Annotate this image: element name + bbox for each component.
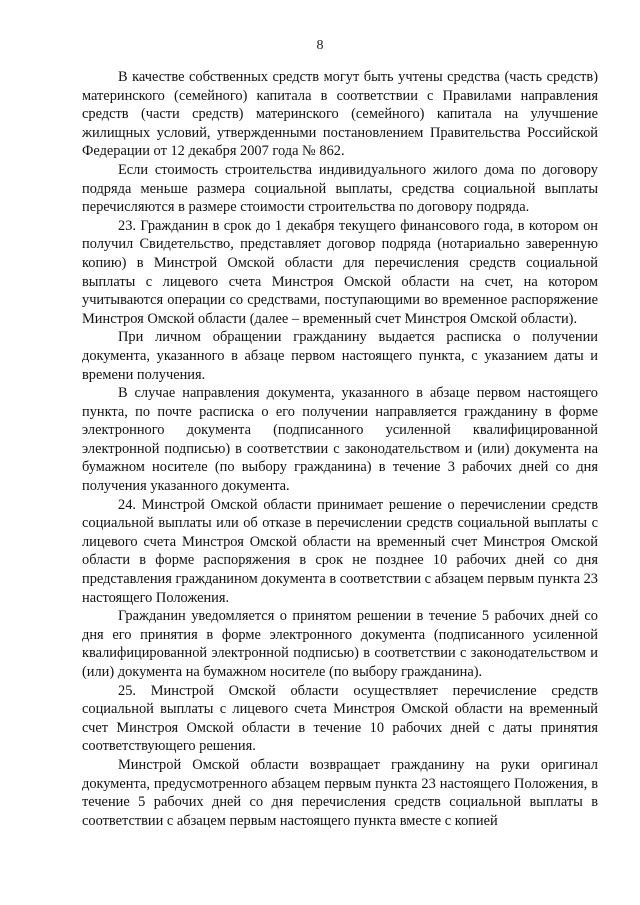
paragraph-maternity-capital: В качестве собственных средств могут быть учтены средства (часть средств) материнского (семейного) капитала в соответствии с Правилами направления средств (части средств) материнского (семейного) капитала на улучшение жилищных условий, утвержденными постановлением Правительства Российской Федерации от 12 декабря 2007 года № 862. — [82, 69, 598, 160]
paragraph-original-return: Минстрой Омской области возвращает гражданину на руки оригинал документа, предусмотренного абзацем первым пункта 23 настоящего Положения, в течение 5 рабочих дней со дня перечисления средств социальной выплаты в соответствии с абзацем первым настоящего пункта вместе с копией — [82, 756, 598, 829]
paragraph-item-23: 23. Гражданин в срок до 1 декабря текущего финансового года, в котором он получил Свидетельство, представляет договор подряда (нотариально заверенную копию) в Минстрой Омской области для перечисления средств социальной выплаты с лицевого счета Минстроя Омской области на счет, на котором учитываются операции со средствами, поступающими во временное распоряжение Минстроя Омской области (далее – временный счет Минстроя Омской области). — [82, 217, 598, 327]
paragraph-personal-receipt: При личном обращении гражданину выдается расписка о получении документа, указанного в абзаце первом настоящего пункта, с указанием даты и времени получения. — [82, 329, 598, 383]
paragraph-item-25: 25. Минстрой Омской области осуществляет перечисление средств социальной выплаты с лицевого счета Минстроя Омской области на временный счет Минстроя Омской области в течение 10 рабочих дней с даты принятия соответствующего решения. — [82, 682, 598, 755]
paragraph-construction-cost: Если стоимость строительства индивидуального жилого дома по договору подряда меньше размера социальной выплаты, средства социальной выплаты перечисляются в размере стоимости строительства по договору подряда. — [82, 161, 598, 216]
document-body — [82, 68, 598, 830]
page-number: 8 — [316, 38, 324, 53]
paragraph-item-24: 24. Минстрой Омской области принимает решение о перечислении средств социальной выплаты или об отказе в перечислении средств социальной выплаты с лицевого счета Минстроя Омской области на временный счет Минстроя Омской области в форме распоряжения в срок не позднее 10 рабочих дней со дня представления гражданином документа в соответствии с абзацем первым пункта 23 настоящего Положения. — [82, 496, 598, 606]
paragraph-notification: Гражданин уведомляется о принятом решении в течение 5 рабочих дней со дня его принятия в форме электронного документа (подписанного усиленной квалифицированной электронной подписью) в соответствии с законодательством и (или) документа на бумажном носителе (по выбору гражданина). — [82, 608, 598, 680]
paragraph-mail-receipt: В случае направления документа, указанного в абзаце первом настоящего пункта, по почте расписка о его получении направляется гражданину в форме электронного документа (подписанного усиленной квалифицированной электронной подписью) в соответствии с законодательством и (или) документа на бумажном носителе (по выбору гражданина) в течение 3 рабочих дней со дня получения указанного документа. — [82, 385, 598, 495]
